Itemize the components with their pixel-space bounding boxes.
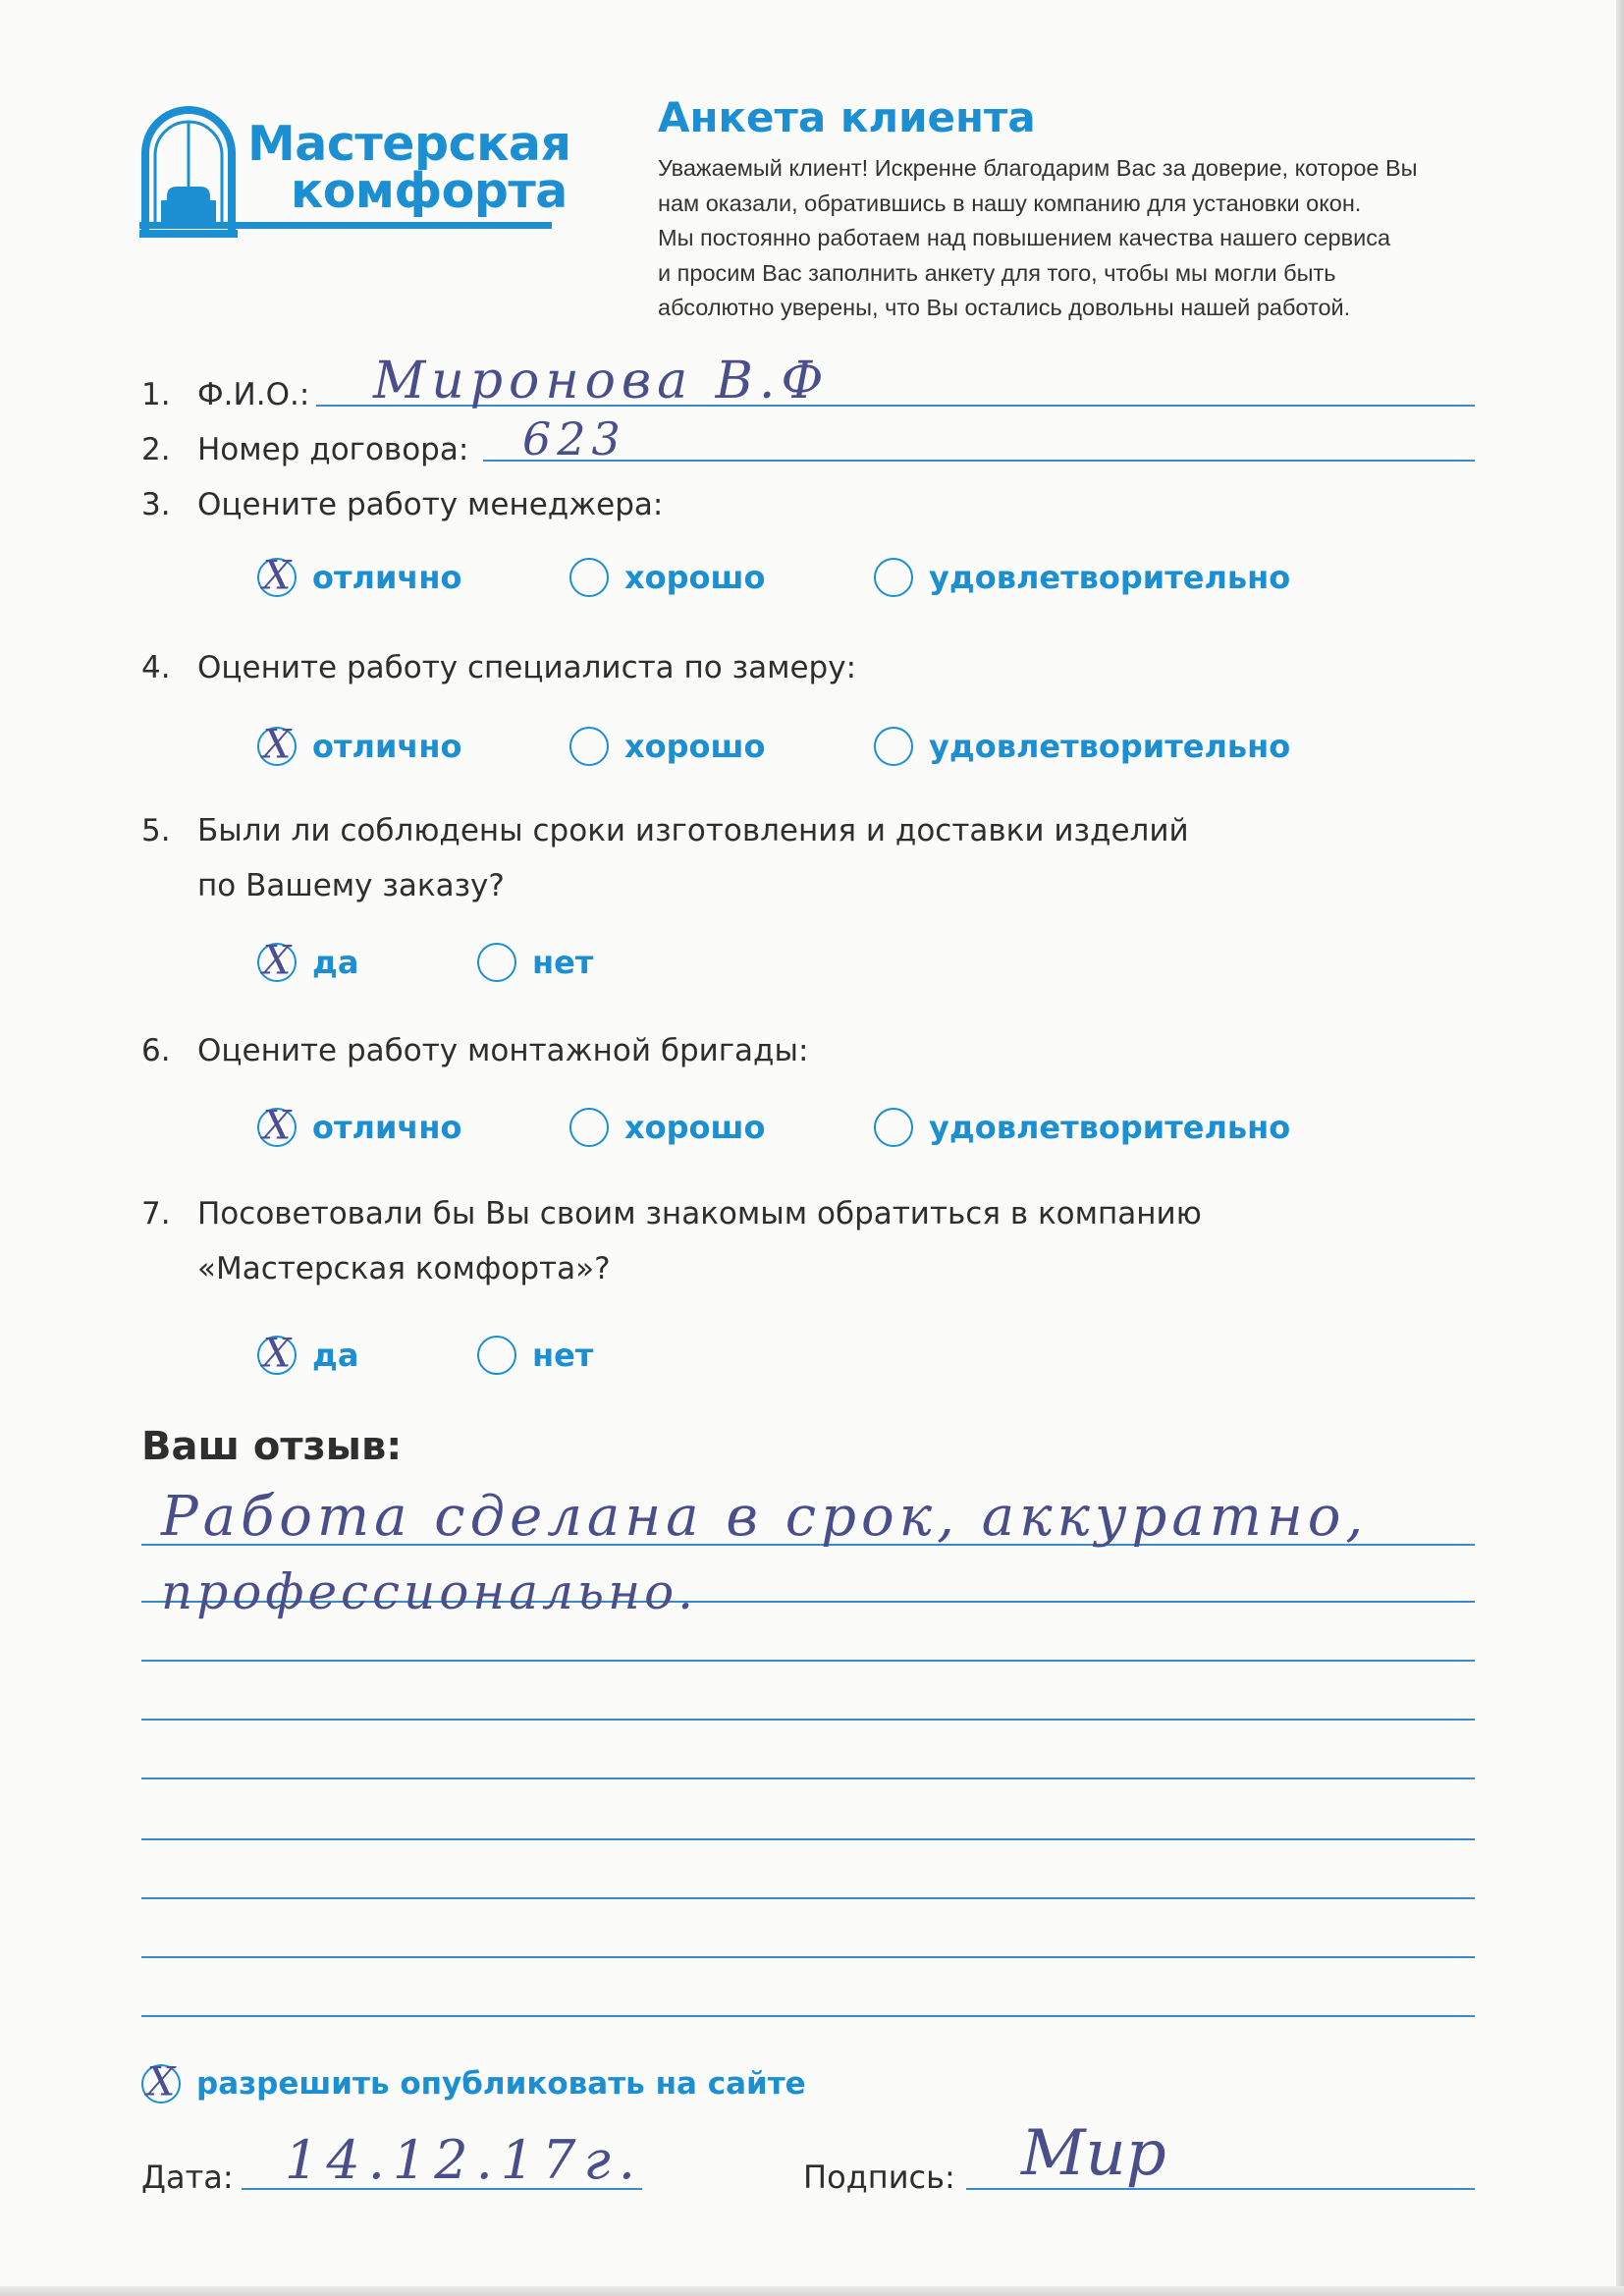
question-label-line1: Были ли соблюдены сроки изготовления и доставки изделий	[197, 813, 1189, 848]
question-5	[0, 813, 1624, 911]
option-label: отлично	[312, 728, 462, 765]
check-x-mark: X	[262, 1331, 292, 1377]
radio-circle[interactable]	[257, 553, 297, 599]
question-label-line2: по Вашему заказу?	[197, 868, 505, 903]
feedback-line	[141, 1956, 1475, 1958]
intro-line: Уважаемый клиент! Искренне благодарим Вас за доверие, которое Вы	[658, 155, 1418, 181]
radio-circle[interactable]	[257, 722, 297, 768]
brand-underline	[139, 222, 552, 229]
intro-line: и просим Вас заполнить анкету для того, чтобы мы могли быть	[658, 259, 1336, 286]
question-2	[0, 432, 1624, 471]
option-label: да	[312, 944, 359, 981]
intro-text	[658, 151, 1502, 326]
paper-edge	[1616, 0, 1624, 2296]
check-x-mark: X	[262, 722, 292, 768]
q3-option-satisfactory[interactable]	[874, 558, 1290, 597]
option-label: хорошо	[624, 728, 766, 765]
radio-circle[interactable]	[874, 1108, 913, 1147]
check-x-mark: X	[262, 938, 292, 984]
feedback-text-line1[interactable]: Работа сделана в срок, аккуратно,	[161, 1485, 1369, 1549]
option-label: отлично	[312, 1109, 462, 1146]
contract-number-field[interactable]: 623	[522, 412, 626, 465]
date-label: Дата:	[141, 2159, 234, 2196]
check-x-mark: X	[262, 553, 292, 599]
intro-line: Мы постоянно работаем над повышением качества нашего сервиса	[658, 225, 1391, 250]
option-label: удовлетворительно	[929, 559, 1291, 596]
feedback-heading: Ваш отзыв:	[141, 1424, 403, 1469]
name-field[interactable]: Миронова В.Ф	[373, 352, 830, 410]
option-label: хорошо	[624, 1109, 766, 1146]
option-label: удовлетворительно	[929, 728, 1291, 765]
option-label: нет	[532, 1337, 594, 1374]
feedback-line	[141, 2015, 1475, 2017]
question-6	[0, 1033, 1624, 1072]
option-label: отлично	[312, 559, 462, 596]
intro-line: абсолютно уверены, что Вы остались довольны нашей работой.	[658, 295, 1351, 320]
radio-circle[interactable]	[257, 1331, 297, 1377]
brand-name-line1: Мастерская	[247, 116, 571, 172]
date-field[interactable]: 14.12.17г.	[285, 2129, 643, 2191]
radio-circle[interactable]	[874, 558, 913, 597]
feedback-line	[141, 1897, 1475, 1899]
contract-field-line	[483, 460, 1475, 462]
q7-option-no[interactable]	[477, 1336, 593, 1375]
question-label-line1: Посоветовали бы Вы своим знакомым обратиться в компанию	[197, 1196, 1202, 1231]
q4-option-excellent[interactable]	[257, 722, 462, 768]
question-3	[0, 487, 1624, 526]
radio-circle[interactable]	[569, 558, 609, 597]
q6-option-excellent[interactable]	[257, 1103, 462, 1149]
q6-option-good[interactable]	[569, 1108, 765, 1147]
feedback-line	[141, 1838, 1475, 1840]
publish-permission-checkbox[interactable]	[141, 2059, 806, 2105]
question-label: Оцените работу монтажной бригады:	[197, 1033, 809, 1068]
question-number: 6.	[141, 1033, 171, 1068]
question-label: Номер договора:	[197, 432, 469, 467]
question-number: 3.	[141, 487, 171, 522]
q3-option-excellent[interactable]	[257, 553, 462, 599]
q4-option-satisfactory[interactable]	[874, 727, 1290, 766]
radio-circle[interactable]	[569, 1108, 609, 1147]
q5-option-yes[interactable]	[257, 938, 359, 984]
radio-circle[interactable]	[141, 2059, 181, 2105]
brand-name-line2: комфорта	[291, 163, 568, 219]
option-label: да	[312, 1337, 359, 1374]
question-7	[0, 1196, 1624, 1294]
form-title: Анкета клиента	[658, 93, 1036, 141]
q6-option-satisfactory[interactable]	[874, 1108, 1290, 1147]
option-label: хорошо	[624, 559, 766, 596]
option-label: нет	[532, 944, 594, 981]
question-label-line2: «Мастерская комфорта»?	[197, 1251, 611, 1286]
paper-bottom-edge	[0, 2286, 1624, 2296]
intro-line: нам оказали, обратившись в нашу компанию для установки окон.	[658, 190, 1362, 216]
feedback-line	[141, 1660, 1475, 1662]
feedback-line	[141, 1777, 1475, 1779]
q4-option-good[interactable]	[569, 727, 765, 766]
question-number: 2.	[141, 432, 171, 467]
radio-circle[interactable]	[477, 1336, 516, 1375]
question-number: 7.	[141, 1196, 171, 1231]
window-armchair-icon	[139, 102, 238, 240]
radio-circle[interactable]	[257, 1103, 297, 1149]
signature-label: Подпись:	[803, 2159, 955, 2196]
check-x-mark: X	[146, 2059, 176, 2105]
q3-option-good[interactable]	[569, 558, 765, 597]
option-label: удовлетворительно	[929, 1109, 1291, 1146]
radio-circle[interactable]	[569, 727, 609, 766]
question-label: Оцените работу менеджера:	[197, 487, 664, 522]
radio-circle[interactable]	[257, 938, 297, 984]
radio-circle[interactable]	[874, 727, 913, 766]
question-number: 4.	[141, 650, 171, 685]
feedback-text-line2[interactable]: профессионально.	[161, 1563, 698, 1620]
signature[interactable]: Мир	[1021, 2117, 1166, 2190]
question-label: Ф.И.О.:	[197, 377, 310, 412]
publish-label: разрешить опубликовать на сайте	[196, 2066, 806, 2102]
question-number: 5.	[141, 813, 171, 848]
question-number: 1.	[141, 377, 171, 412]
radio-circle[interactable]	[477, 943, 516, 982]
q7-option-yes[interactable]	[257, 1331, 359, 1377]
feedback-line	[141, 1719, 1475, 1721]
q5-option-no[interactable]	[477, 943, 593, 982]
check-x-mark: X	[262, 1103, 292, 1149]
question-label: Оцените работу специалиста по замеру:	[197, 650, 857, 685]
question-4	[0, 650, 1624, 689]
